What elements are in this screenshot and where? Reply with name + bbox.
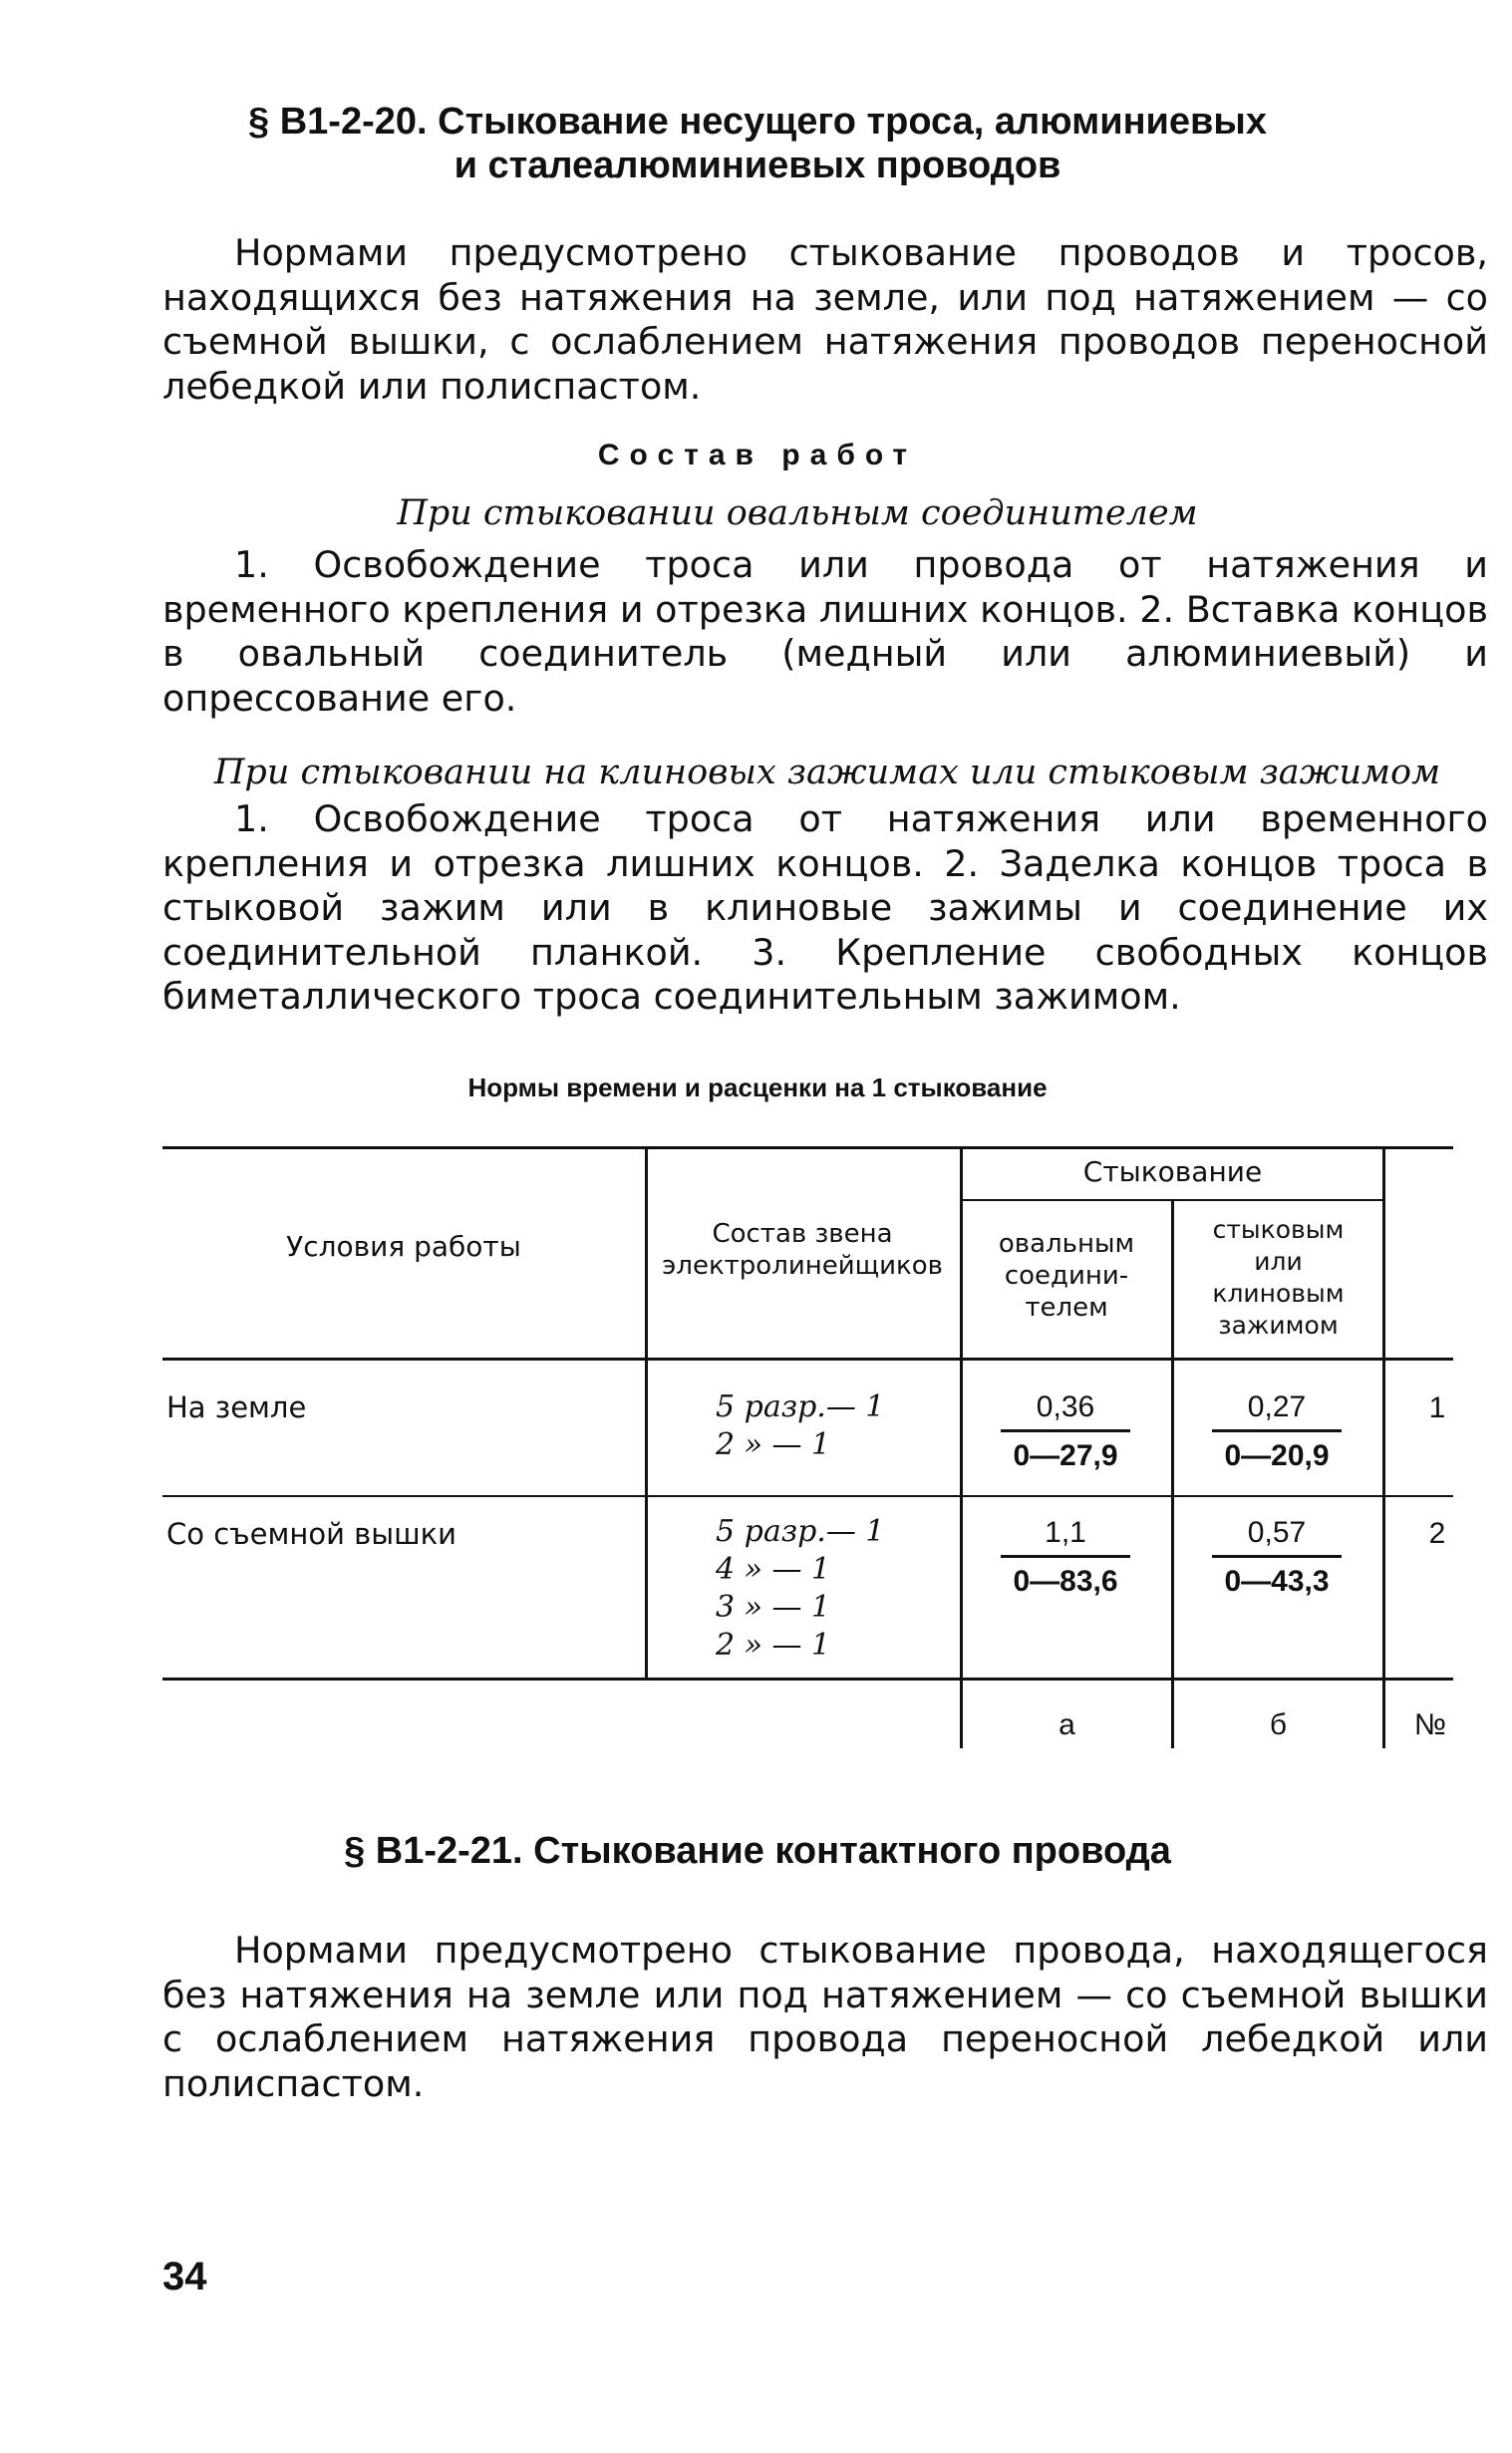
row1-condition: На земле — [166, 1390, 307, 1424]
subsection-text-oval: 1. Освобождение троса или провода от натяжения и временного крепления и отрезка лишних концов. 2. Вставка концов в овальный соединитель (медный или алюминиевый) и опрессование его. — [162, 543, 1488, 720]
header-crew: Состав звена электролинейщиков — [662, 1219, 943, 1281]
header-oval: овальным соедини-телем — [998, 1229, 1135, 1323]
row2-condition: Со съемной вышки — [166, 1517, 457, 1551]
work-composition-title: Состав работ — [597, 439, 918, 471]
row1-wedge-value: 0,27 0—20,9 — [1202, 1387, 1352, 1476]
section2-intro: Нормами предусмотрено стыкование провода, находящегося без натяжения на земле или под натяжением — со съемной вышки с ослаблением натяжения провода переносной лебедкой или полиспастом. — [162, 1929, 1488, 2105]
header-joining: Стыкование — [1082, 1155, 1263, 1188]
col-key-b: б — [1269, 1708, 1288, 1741]
subsection-title-oval: При стыковании овальным соединителем — [397, 493, 1198, 533]
table-top-border — [162, 1146, 1453, 1149]
row1-crew: 5 разр.— 1 2 » — 1 — [716, 1389, 885, 1462]
col-key-a: а — [1058, 1708, 1075, 1741]
fraction-bar — [1001, 1429, 1130, 1432]
row2-wedge-value: 0,57 0—43,3 — [1202, 1513, 1352, 1602]
intro-paragraph: Нормами предусмотрено стыкование проводов и тросов, находящихся без натяжения на земле, или под натяжением — со съемной вышки, с ослаблением натяжения проводов переносной лебедкой или полиспастом. — [162, 231, 1488, 408]
row2-oval-value: 1,1 0—83,6 — [991, 1513, 1140, 1602]
header-wedge: стыковым или клиновым зажимом — [1212, 1215, 1345, 1340]
row-divider — [162, 1495, 1453, 1497]
table-caption: Нормы времени и расценки на 1 стыкование — [467, 1073, 1048, 1102]
fraction-bar — [1212, 1429, 1342, 1432]
subsection-text-wedge: 1. Освобождение троса от натяжения или временного крепления и отрезка лишних концов. 2. Заделка концов троса в стыковой зажим или в клиновые зажимы и соединение их соединительной планкой. 3. Крепление свободных концов биметаллического троса соединительным зажимом. — [162, 797, 1488, 1018]
table-bottom-border — [162, 1678, 1453, 1681]
col-divider-4 — [1382, 1146, 1385, 1748]
row2-number: 2 — [1428, 1517, 1446, 1550]
section-heading-line2: и сталеалюминиевых проводов — [454, 145, 1061, 186]
row2-crew: 5 разр.— 1 4 » — 1 3 » — 1 2 » — 1 — [716, 1514, 885, 1663]
section-heading-line1: § В1-2-20. Стыкование несущего троса, алюминиевых — [248, 101, 1267, 143]
col-divider-2 — [960, 1146, 963, 1748]
fraction-bar — [1001, 1555, 1130, 1558]
page-number: 34 — [162, 2255, 207, 2299]
col-divider-3 — [1171, 1199, 1174, 1748]
row1-oval-value: 0,36 0—27,9 — [991, 1387, 1140, 1476]
fraction-bar — [1212, 1555, 1342, 1558]
header-bottom-border — [162, 1358, 1453, 1361]
col-divider-1 — [645, 1146, 648, 1680]
row1-number: 1 — [1428, 1391, 1446, 1424]
col-key-num: № — [1413, 1708, 1447, 1741]
section2-heading: § В1-2-21. Стыкование контактного провода — [344, 1830, 1171, 1872]
header-conditions: Условия работы — [286, 1230, 521, 1263]
subsection-title-wedge: При стыковании на клиновых зажимах или стыковым зажимом — [213, 753, 1441, 792]
